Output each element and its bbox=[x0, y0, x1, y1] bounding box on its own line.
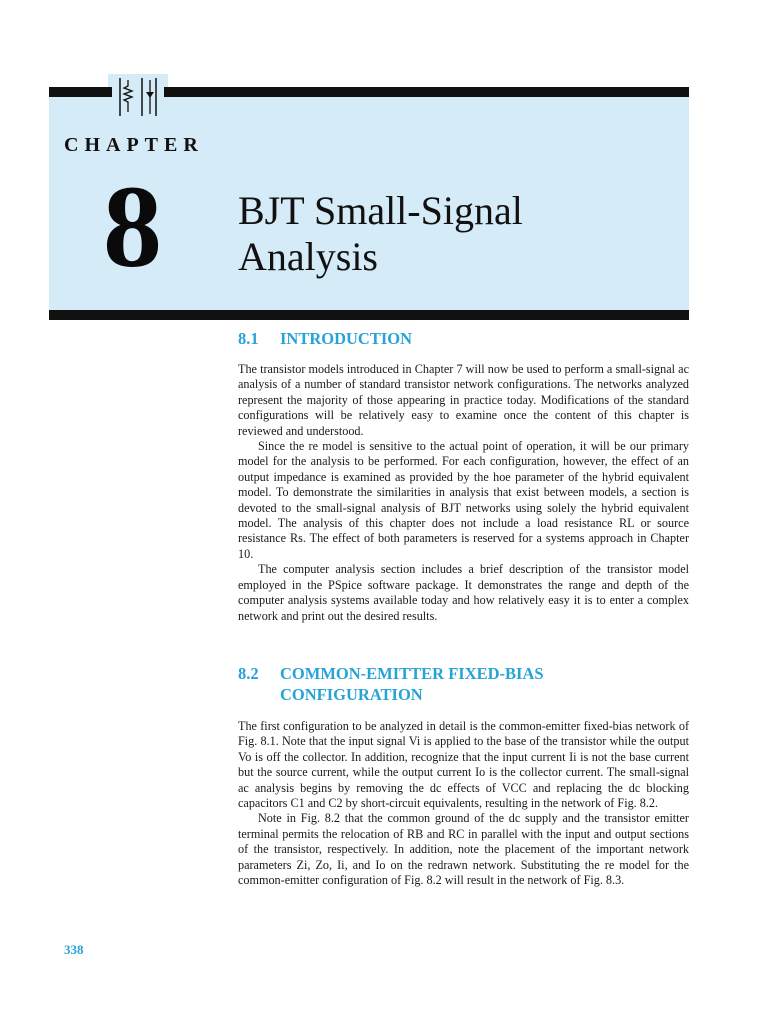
paragraph: The transistor models introduced in Chapter 7 will now be used to perform a small-signal ac analysis of a number of standard transistor network configurations. The networks analyzed represent the majority of those appearing in practice today. Modifications of the standard configurations will be relatively easy to examine once the content of this chapter is reviewed and understood. bbox=[238, 362, 689, 438]
paragraph: Since the re model is sensitive to the actual point of operation, it will be our primary model for the analysis to be performed. For each configuration, however, the effect of an output impedance is examined as provided by the hoe parameter of the hybrid equivalent model. To demonstrate the similarities in analysis that exist between models, a section is devoted to the small-signal analysis of BJT networks using solely the hybrid equivalent model. The analysis of this chapter does not include a load resistance RL or source resistance Rs. The effect of both parameters is reserved for a systems approach in Chapter 10. bbox=[238, 439, 689, 561]
header-bottom-rule bbox=[49, 310, 689, 320]
chapter-label: CHAPTER bbox=[64, 134, 204, 156]
paragraph: Note in Fig. 8.2 that the common ground of the dc supply and the transistor emitter terminal permits the relocation of RB and RC in parallel with the input and output sections of the transistor, respectively. In addition, note the placement of the important network parameters Zi, Zo, Ii, and Io on the redrawn network. Substituting the re model for the common-emitter configuration of Fig. 8.2 will result in the network of Fig. 8.3. bbox=[238, 811, 689, 888]
section-title-line-1: COMMON-EMITTER FIXED-BIAS bbox=[280, 664, 544, 683]
section-title-line-2: CONFIGURATION bbox=[280, 685, 423, 704]
paragraph: The first configuration to be analyzed in detail is the common-emitter fixed-bias network of Fig. 8.1. Note that the input signal Vi is applied to the base of the transistor while the output Vo is off the collector. In addition, recognize that the input current Ii is not the base current but the source current, while the output current Io is the collector current. The small-signal ac analysis begins by removing the dc effects of VCC and replacing the dc blocking capacitors C1 and C2 by short-circuit equivalents, resulting in the network of Fig. 8.2. bbox=[238, 719, 689, 811]
paragraph: The computer analysis section includes a brief description of the transistor model employed in the PSpice software package. It demonstrates the range and depth of the computer analysis systems available today and how relatively easy it is to enter a complex network and print out the desired results. bbox=[238, 562, 689, 623]
section-8-2-body bbox=[238, 719, 689, 888]
chapter-title-line-1: BJT Small-Signal bbox=[238, 188, 523, 233]
section-number: 8.2 bbox=[238, 664, 259, 683]
chapter-title bbox=[238, 188, 668, 280]
circuit-logo-icon bbox=[108, 74, 168, 118]
page-number: 338 bbox=[64, 942, 84, 957]
section-title: INTRODUCTION bbox=[280, 329, 413, 348]
section-8-1-body bbox=[238, 362, 689, 624]
chapter-number: 8 bbox=[103, 161, 162, 292]
section-heading-8-2 bbox=[238, 663, 698, 705]
chapter-title-line-2: Analysis bbox=[238, 234, 378, 279]
section-heading-8-1 bbox=[238, 328, 698, 349]
section-number: 8.1 bbox=[238, 329, 259, 348]
